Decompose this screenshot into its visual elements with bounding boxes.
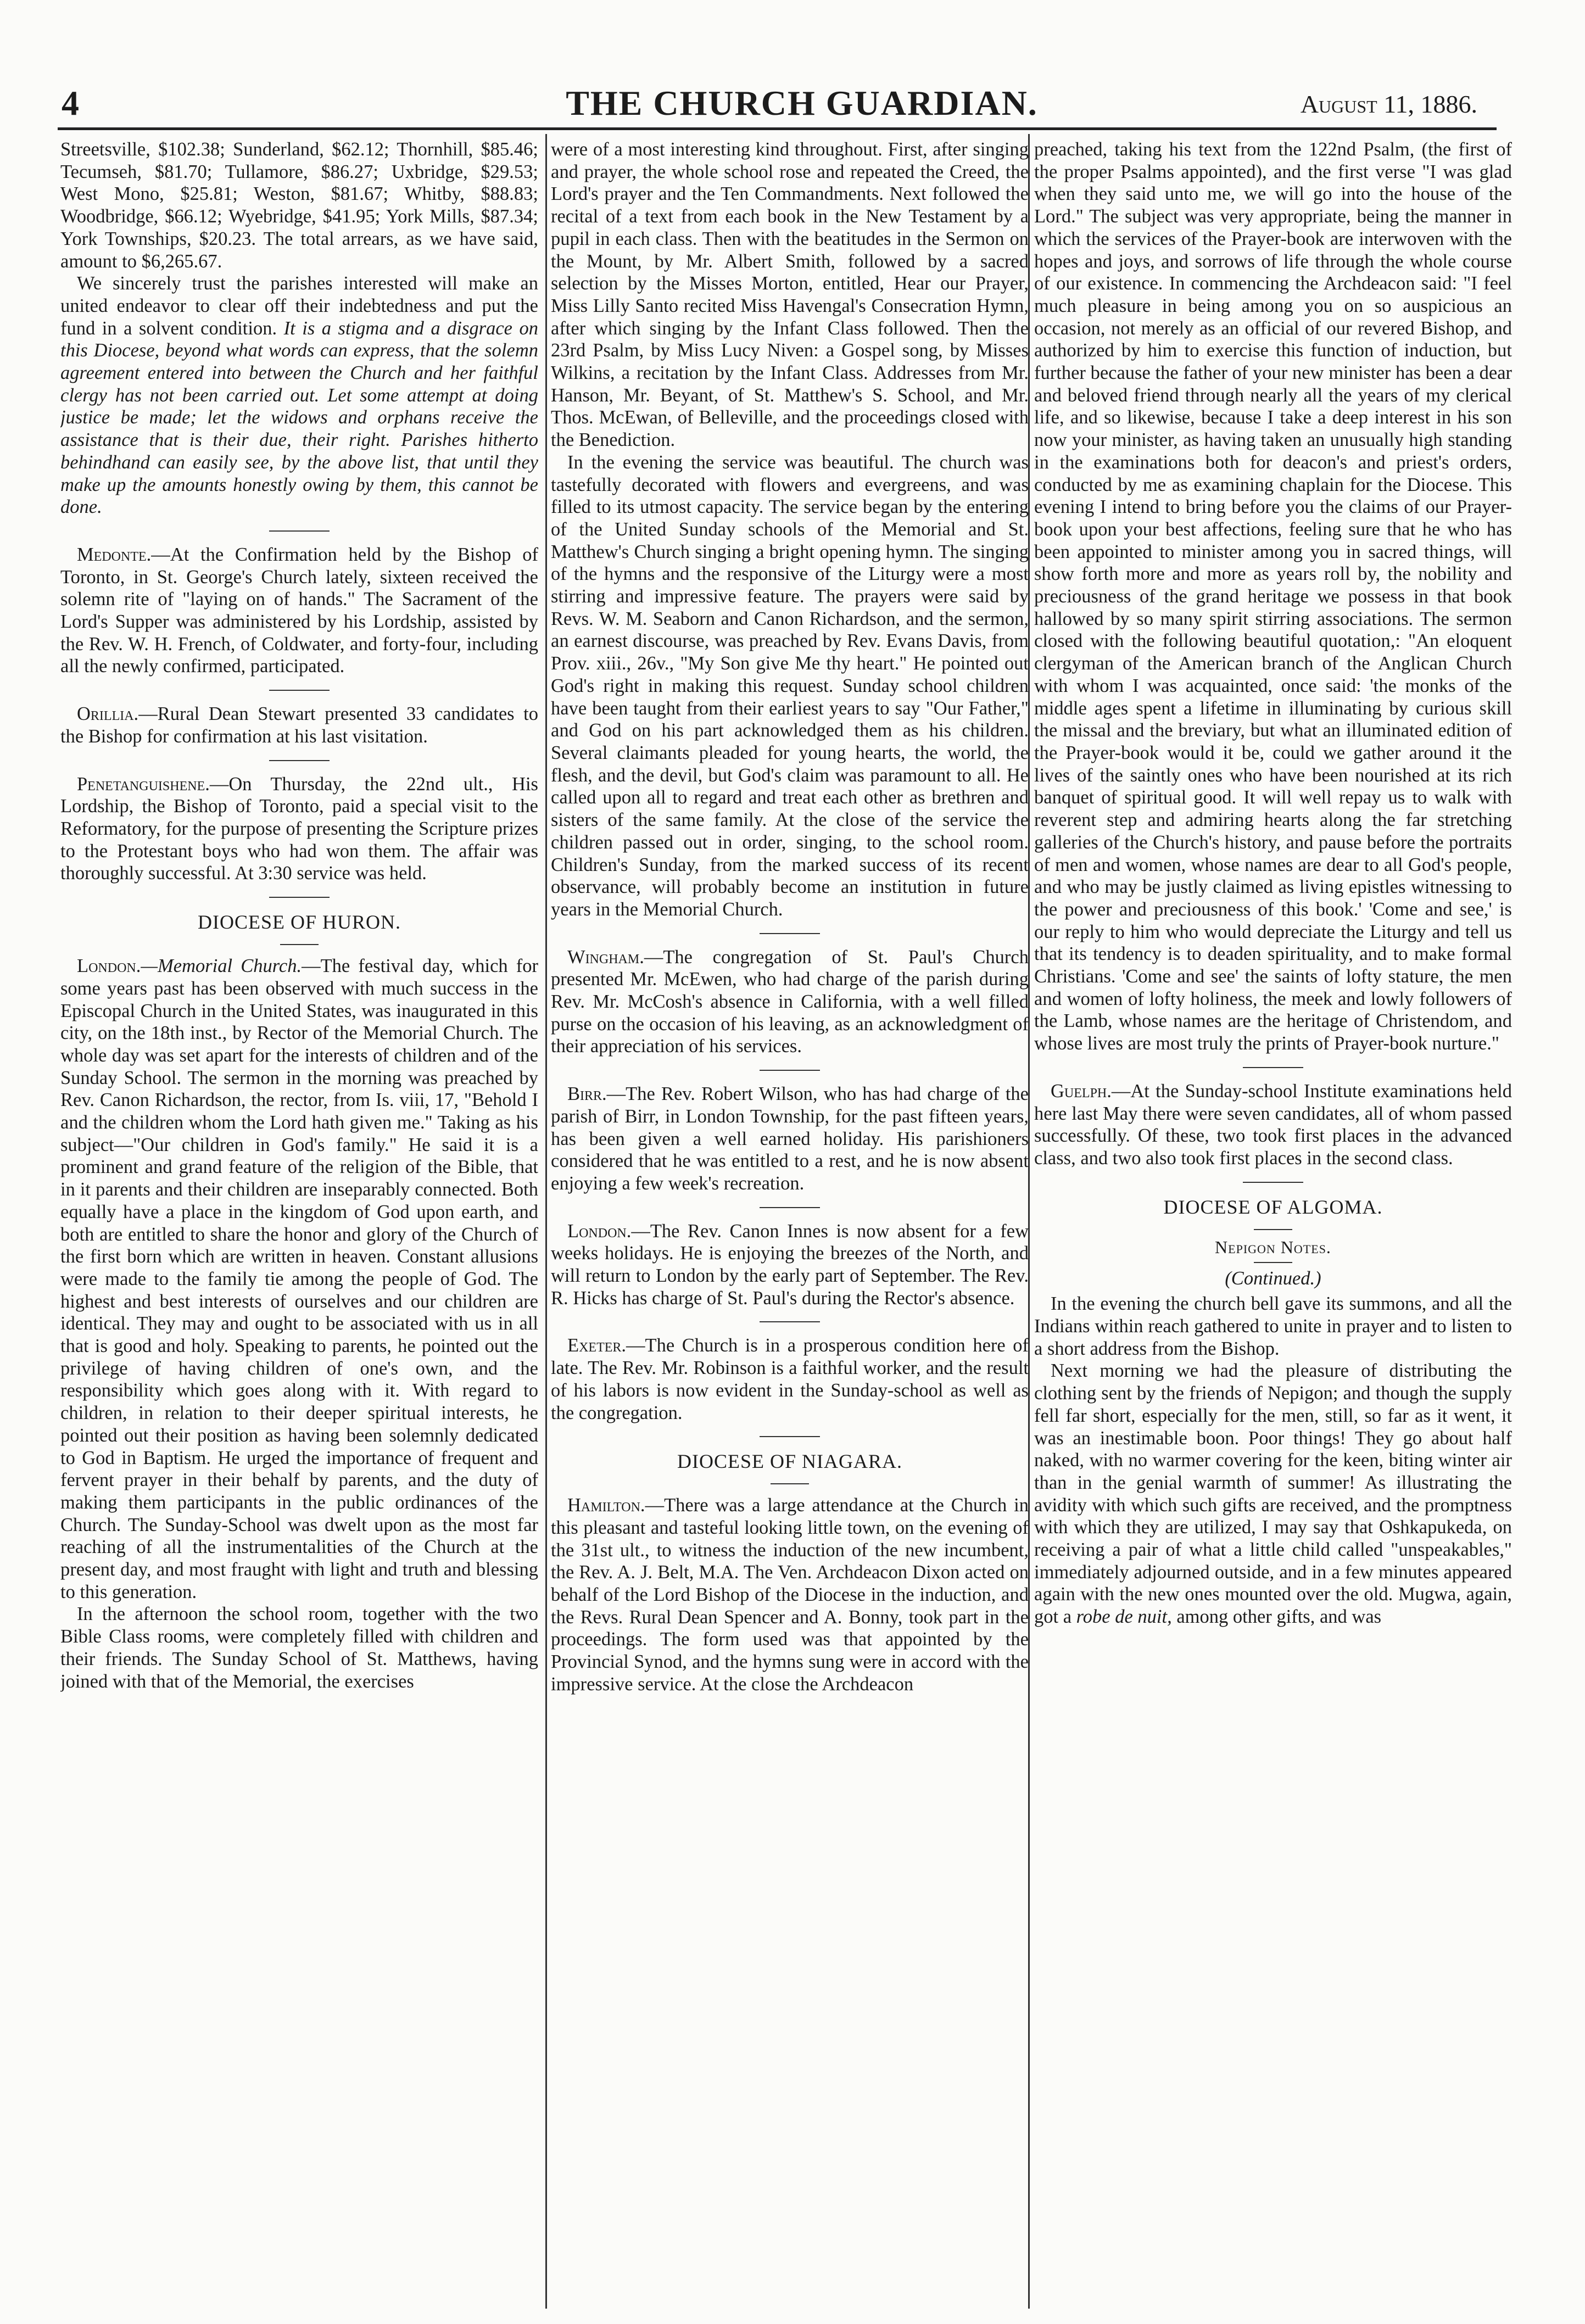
item-text: —The Church is in a prosperous condition here of late. The Rev. Mr. Robinson is a faithful worker, and the result of his labors is now evident in the Sunday-school as well as the congregation. [551,1335,1029,1423]
item-text: —The Rev. Canon Innes is now absent for a few weeks holidays. He is enjoying the breezes of the North, and will return to London by the early part of September. The Rev. R. Hicks has charge of St. Paul's during the Rector's absence. [551,1220,1029,1309]
section-separator [269,897,330,898]
london-memorial-item [60,955,538,1603]
guelph-item [1034,1080,1512,1170]
meaford-item [60,544,538,678]
section-separator [760,1207,820,1208]
item-text: —The festival day, which for some years past has been observed with much success in the Episcopal Church in the United States, was inaugurated in this city, on the 18th inst., by Rector of the Memorial Church. The whole day was set apart for the interests of children and of the Sunday School. The sermon in the morning was preached by Rev. Canon Richardson, the rector, from Is. viii, 17, "Behold I and the children whom the Lord hath given me." Taking as his subject—"Our children in God's family." He said it is a prominent and grand feature of the religion of the Bible, that in it parents and their children are inseparably connected. Both equally have a place in the kingdom of God upon earth, and both are entitled to share the honor and glory of the Church of the first born which are written in heaven. Constant allusions were made to the family tie among the people of God. The highest and best interests of ourselves and our children are identical. They may and ought to be associated with us in all that is good and holy. Speaking to parents, he pointed out the privilege of having children of one's own, and the responsibility which goes along with it. With regard to children, in relation to their deeper spiritual interests, he pointed out their position as having been solemnly dedicated to God in Baptism. He urged the importance of frequent and fervent prayer in their behalf by parents, and the duty of making them participants in the public ordinances of the Church. The Sunday-School was dwelt upon as the most far reaching of all the instrumentalities of the Church at the present day, and most fraught with light and truth and blessing to this generation. [60,956,538,1602]
dateline: Hamilton. [567,1495,645,1516]
section-separator [1254,1262,1292,1263]
london-item [551,1220,1029,1310]
column-3 [1034,138,1512,2302]
parish-arrears-list: Streetsville, $102.38; Sunderland, $62.12; Thornhill, $85.46; Tecumseh, $81.70; Tullamore, $86.27; Uxbridge, $29.53; West Mono, $25.81; Weston, $81.67; Whitby, $88.83; Woodbridge, $66.12; Wyebridge, $41.95; York Mills, $87.34; York Townships, $20.23. The total arrears, as we have said, amount to $6,265.67. [60,139,538,272]
column-2 [551,138,1029,2302]
appeal-italic-text: It is a stigma and a disgrace on this Diocese, beyond what words can express, that the solemn agreement entered into between the Church and her faithful clergy has not been carried out. Let some attempt at doing justice be made; let the widows and orphans receive the assistance that is their due, their right. Parishes hitherto behindhand can easily see, by the above list, that until they make up the amounts honestly owing by them, this cannot be done. [60,317,538,518]
section-heading-algoma: DIOCESE OF ALGOMA. [1163,1195,1383,1218]
column-1 [60,138,538,2302]
dateline: London. [77,956,141,977]
section-separator [269,530,330,532]
nepigon-paragraph-2 [1034,1360,1512,1628]
page-number: 4 [62,83,79,122]
hamilton-item [551,1494,1029,1695]
appeal-paragraph [60,272,538,518]
penetanguishene-item [60,773,538,885]
item-text: —At the Confirmation held by the Bishop of Toronto, in St. George's Church lately, sixteen received the solemn rite of "laying on of hands." The Sacrament of the Lord's Supper was administered by his Lordship, assisted by the Rev. W. H. French, of Coldwater, and forty-four, including all the newly confirmed, participated. [60,544,538,677]
afternoon-paragraph: In the afternoon the school room, together with the two Bible Class rooms, were completely filled with children and their friends. The Sunday School of St. Matthews, having joined with that of the Memorial, the exercises [60,1604,538,1692]
nepigon-paragraph-1: In the evening the church bell gave its summons, and all the Indians within reach gathered to unite in prayer and to listen to a short address from the Bishop. [1034,1293,1512,1359]
issue-date: August 11, 1886. [1300,90,1477,118]
item-text: —At the Sunday-school Institute examinations held here last May there were seven candidates, all of whom passed successfully. Of these, two took first places in the advanced class, and two also took first places in the second class. [1034,1080,1512,1169]
dateline: Wingham. [567,946,644,968]
item-text: —The congregation of St. Paul's Church presented Mr. McEwen, who had charge of the parish during Rev. Mr. McCosh's absence in California, with a well filled purse on the occasion of his leaving, as an acknowledgment of their appreciation of his services. [551,946,1029,1057]
section-separator [771,1483,809,1484]
nepigon-italic: robe de nuit, [1076,1606,1172,1628]
header-rule [58,127,1497,130]
nepigon-text-b: among other gifts, and was [1171,1606,1382,1628]
section-separator [269,760,330,761]
wingham-item [551,946,1029,1058]
archdeacon-sermon-paragraph: preached, taking his text from the 122nd Psalm, (the first of the proper Psalms appointed), and the first verse "I was glad when they said unto me, we will go into the house of the Lord." The subject was very appropriate, being the manner in which the services of the Prayer-book are interwoven with the hopes and joys, and sorrows of life through the whole course of our existence. In commencing the Archdeacon said: "I feel much pleasure in being among you on so auspicious an occasion, not merely as an official of our revered Bishop, and authorized by him to exercise this function of induction, but further because the father of your new minister has been a dear and beloved friend through nearly all the years of my clerical life, and so likewise, because I take a deep interest in his son now your minister, as having taken an unusually high standing in the examinations both for deacon's and priest's orders, conducted by me as examining chaplain for the Diocese. This evening I intend to bring before you the claims of our Prayer-book upon your best affections, feeling sure that he who has been appointed to minister among you in sacred things, will show forth more and more as years roll by, the nobility and preciousness of the grand heritage we possess in that book hallowed by so many spirit stirring associations. The sermon closed with the following beautiful quotation,: "An eloquent clergyman of the American branch of the Anglican Church with whom I was acquainted, once said: 'the monks of the middle ages spent a lifetime in illuminating by curious skill the missal and the breviary, but what an illuminated edition of the Prayer-book would it be, could we gather around it the lives of the saintly ones who have been nourished at its rich banquet of spiritual good. It will well repay us to walk with reverent step and admiring hearts along the far stretching galleries of the Church's history, and pause before the portraits of men and women, whose names are dear to all God's people, and who may be justly claimed as living epistles witnessing to the power and preciousness of this book.' 'Come and see,' is our reply to him who would depreciate the Liturgy and tell us that its tendency is to deaden spirituality, and to make formal Christians. 'Come and see' the saints of lofty stature, the men and women of lofty holiness, the meek and lowly followers of the Lamb, whose names are the heritage of Christendom, and whose lives are most truly the prints of Prayer-book nurture." [1034,139,1512,1054]
dateline: Medonte. [77,544,152,565]
exeter-item [551,1334,1029,1424]
section-separator [760,1070,820,1071]
section-heading-niagara: DIOCESE OF NIAGARA. [677,1450,902,1473]
section-separator [1243,1182,1303,1183]
memorial-continued-paragraph: were of a most interesting kind throughout. First, after singing and prayer, the whole school rose and repeated the Creed, the Lord's prayer and the Ten Commandments. Next followed the recital of a text from each book in the New Testament by a pupil in each class. Then with the beatitudes in the Sermon on the Mount, by Mr. Albert Smith, followed by a sacred selection by the Misses Morton, entitled, Hear our Prayer, Miss Lilly Santo recited Miss Havengal's Consecration Hymn, after which singing by the Infant Class followed. Then the 23rd Psalm, by Miss Lucy Niven: a Gospel song, by Misses Wilkins, a recitation by the Infant Class. Addresses from Mr. Hanson, Mr. Beyant, of St. Matthew's S. School, and Mr. Thos. McEwan, of Belleville, and the proceedings closed with the Benediction. [551,139,1029,451]
item-text: —There was a large attendance at the Church in this pleasant and tasteful looking little town, on the evening of the 31st ult., to witness the induction of the new incumbent, the Rev. A. J. Belt, M.A. The Ven. Archdeacon Dixon acted on behalf of the Lord Bishop of the Diocese in the induction, and the Revs. Rural Dean Spencer and A. Bonny, took part in the proceedings. The form used was that appointed by the Provincial Synod, and the hymns sung were in accord with the impressive service. At the close the Archdeacon [551,1495,1029,1695]
dateline: London. [567,1220,632,1242]
section-separator [1254,1229,1292,1230]
evening-service-paragraph: In the evening the service was beautiful. The church was tastefully decorated with flowers and evergreens, and was filled to its utmost capacity. The service began by the entering of the United Sunday schools of the Memorial and St. Matthew's Church singing a bright opening hymn. The singing of the hymns and the responsive of the Liturgy were a most stirring and impressive feature. The prayers were said by Revs. W. M. Seaborn and Canon Richardson, and the sermon, an earnest discourse, was preached by Rev. Evans Davis, from Prov. xiii., 26v., "My Son give Me thy heart." He pointed out God's right in making this request. Sunday school children have been taught from their earliest years to say "Our Father," and God on his part acknowledged them as his children. Several claimants pleaded for young hearts, the world, the flesh, and the devil, but God's claim was paramount to all. He called upon all to regard and treat each other as brethren and sisters of the same family. At the close of the service the children passed out in order, singing, to the school room. Children's Sunday, from the marked success of its recent observance, will probably become an institution in future years in the Memorial Church. [551,451,1029,920]
dateline: Penetanguishene. [77,773,210,795]
section-separator [269,690,330,691]
dateline: Birr. [567,1083,607,1105]
dateline: Exeter. [567,1335,627,1356]
section-separator [760,933,820,934]
birr-item [551,1083,1029,1195]
orillia-item [60,703,538,747]
column-rule-1 [545,134,547,2309]
section-separator [1243,1067,1303,1068]
item-text: —The Rev. Robert Wilson, who has had charge of the parish of Birr, in London Township, for the past fifteen years, has been given a well earned holiday. His parishioners considered that he was entitled to a rest, and he is now absent enjoying a few week's recreation. [551,1083,1029,1194]
continued-note: (Continued.) [1225,1267,1321,1289]
dateline: Orillia. [77,703,139,725]
item-text: —Rural Dean Stewart presented 33 candidates to the Bishop for confirmation at his last visitation. [60,703,538,747]
page-title: THE CHURCH GUARDIAN. [566,83,1038,122]
section-separator [760,1321,820,1322]
section-separator [760,1436,820,1437]
nepigon-text-a: Next morning we had the pleasure of distributing the clothing sent by the friends of Nepigon; and though the supply fell far short, especially for the men, still, so far as it went, it was an inestimable boon. Poor things! They go about half naked, with no warmer covering for the keen, biting winter air than in the genial warmth of summer! As illustrating the avidity with which such gifts are received, and the promptness with which they are utilized, I may say that Oshkapukeda, on receiving a pair of what a little child called "unspeakables," immediately adjourned outside, and in a few minutes appeared again with the new ones mounted over the old. Mugwa, again, got a [1034,1360,1512,1628]
dateline: Guelph. [1051,1080,1112,1102]
appeal-text: We sincerely trust the parishes interested will make an united endeavor to clear off their indebtedness and put the fund in a solvent condition. [60,273,538,339]
section-heading-huron: DIOCESE OF HURON. [197,911,401,934]
subheading-nepigon-notes: Nepigon Notes. [1215,1237,1331,1257]
section-separator [280,944,319,945]
item-text: —On Thursday, the 22nd ult., His Lordship, the Bishop of Toronto, paid a special visit to the Reformatory, for the purpose of presenting the Scripture prizes to the Protestant boys who had won them. The affair was thoroughly successful. At 3:30 service was held. [60,773,538,884]
dateline-subtitle: —Memorial Church. [141,956,302,977]
